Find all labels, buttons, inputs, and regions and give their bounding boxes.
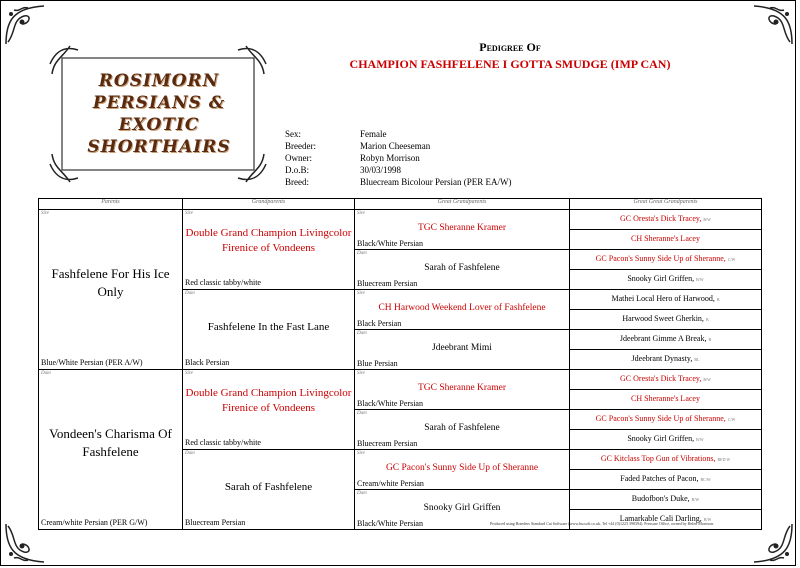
col-header-great-grandparents: Great Grandparents bbox=[355, 199, 570, 210]
ggg-cell: CH Sheranne's Lacey bbox=[570, 230, 762, 250]
grandparent-breed: Red classic tabby/white bbox=[185, 438, 261, 447]
info-row-breeder: Breeder: Marion Cheeseman bbox=[285, 141, 431, 151]
great-grandparent-breed: Bluecream Persian bbox=[357, 439, 418, 448]
ggg-cell: GC Oresta's Dick Tracey, B/W bbox=[570, 370, 762, 390]
parent-breed: Blue/White Persian (PER A/W) bbox=[41, 358, 143, 367]
great-grandparent-name: Snooky Girl Griffen bbox=[423, 503, 501, 513]
logo-line: PERSIANS & bbox=[92, 93, 226, 113]
ggg-cell: Harwood Sweet Gherkin, B bbox=[570, 310, 762, 330]
ggg-cell: CH Sheranne's Lacey bbox=[570, 390, 762, 410]
parent-sire-cell: Sire Fashfelene For His Ice Only Blue/White Persian (PER A/W) bbox=[39, 210, 183, 370]
great-grandparent-breed: Blue Persian bbox=[357, 359, 398, 368]
grandparent-breed: Red classic tabby/white bbox=[185, 278, 261, 287]
great-grandparent-cell: Dam Jdeebrant Mimi Blue Persian bbox=[355, 330, 570, 370]
great-grandparent-breed: Black/White Persian bbox=[357, 399, 423, 408]
software-credit: Produced using Breeders Standard Cat Software (www.bscsoft.co.uk, Tel +44 (0)1223 398394). Pressure Office, owned by Helen Morrison. bbox=[490, 521, 715, 526]
col-header-parents: Parents bbox=[39, 199, 183, 210]
ggg-cell: Snooky Girl Griffen, B/W bbox=[570, 270, 762, 290]
ggg-cell: Snooky Girl Griffen, B/W bbox=[570, 430, 762, 450]
corner-ornament-icon bbox=[750, 2, 796, 48]
info-row-owner: Owner: Robyn Morrison bbox=[285, 153, 420, 163]
grandparent-name: Double Grand Champion Livingcolor Firenice of Vondeens bbox=[185, 227, 352, 254]
grandparent-breed: Black Persian bbox=[185, 358, 230, 367]
ggg-cell: Jdeebrant Gimme A Break, B bbox=[570, 330, 762, 350]
parent-name: Fashfelene For His Ice Only bbox=[51, 266, 170, 299]
cat-name: CHAMPION FASHFELENE I GOTTA SMUDGE (IMP CAN) bbox=[349, 57, 671, 71]
pedigree-header bbox=[300, 40, 720, 72]
great-grandparent-cell: Dam Snooky Girl Griffen Black/White Persian bbox=[355, 490, 570, 530]
grandparent-cell: Sire Double Grand Champion Livingcolor Firenice of Vondeens Red classic tabby/white bbox=[183, 210, 355, 290]
logo-line: SHORTHAIRS bbox=[87, 137, 231, 157]
info-row-dob: D.o.B: 30/03/1998 bbox=[285, 165, 402, 175]
great-grandparent-name: GC Pacon's Sunny Side Up of Sheranne bbox=[385, 463, 539, 473]
corner-ornament-icon bbox=[2, 2, 48, 48]
col-header-grandparents: Grandparents bbox=[183, 199, 355, 210]
parent-name: Vondeen's Charisma Of Fashfelene bbox=[49, 426, 172, 459]
ggg-cell: GC Pacon's Sunny Side Up of Sheranne, C/W bbox=[570, 410, 762, 430]
great-grandparent-name: CH Harwood Weekend Lover of Fashfelene bbox=[378, 303, 546, 313]
col-header-great-great-grandparents: Great Great Grandparents bbox=[570, 199, 762, 210]
great-grandparent-cell: Sire TGC Sheranne Kramer Black/White Persian bbox=[355, 370, 570, 410]
logo-line: ROSIMORN bbox=[98, 71, 220, 91]
ggg-cell: Budofbon's Duke, B/W bbox=[570, 490, 762, 510]
ggg-cell: Faded Patches of Pacon, BC/W bbox=[570, 470, 762, 490]
logo-text bbox=[74, 70, 244, 158]
great-grandparent-name: TGC Sheranne Kramer bbox=[417, 223, 507, 233]
parent-dam-cell: Dam Vondeen's Charisma Of Fashfelene Cream/white Persian (PER G/W) bbox=[39, 370, 183, 530]
info-row-sex: Sex: Female bbox=[285, 129, 387, 139]
great-grandparent-breed: Black/White Persian bbox=[357, 239, 423, 248]
great-grandparent-cell: Dam Sarah of Fashfelene Bluecream Persian bbox=[355, 410, 570, 450]
great-grandparent-name: TGC Sheranne Kramer bbox=[417, 383, 507, 393]
pedigree-table bbox=[38, 198, 762, 530]
great-grandparent-cell: Dam Sarah of Fashfelene Bluecream Persian bbox=[355, 250, 570, 290]
great-grandparent-cell: Sire GC Pacon's Sunny Side Up of Sheranne Cream/white Persian bbox=[355, 450, 570, 490]
ggg-cell: GC Oresta's Dick Tracey, B/W bbox=[570, 210, 762, 230]
ggg-cell: Mathei Local Hero of Harwood, B bbox=[570, 290, 762, 310]
grandparent-breed: Bluecream Persian bbox=[185, 518, 246, 527]
great-grandparent-breed: Black Persian bbox=[357, 319, 402, 328]
great-grandparent-name: Sarah of Fashfelene bbox=[424, 263, 500, 273]
cat-info bbox=[285, 128, 511, 188]
info-row-breed: Breed: Bluecream Bicolour Persian (PER EA/W) bbox=[285, 177, 512, 187]
great-grandparent-cell: Sire CH Harwood Weekend Lover of Fashfelene Black Persian bbox=[355, 290, 570, 330]
grandparent-cell: Dam Fashfelene In the Fast Lane Black Persian bbox=[183, 290, 355, 370]
ggg-cell: Jdeebrant Dynasty, BL bbox=[570, 350, 762, 370]
ggg-cell: Lamarkable Cali Darling, B/W bbox=[570, 510, 762, 530]
great-grandparent-cell: Sire TGC Sheranne Kramer Black/White Persian bbox=[355, 210, 570, 250]
grandparent-name: Sarah of Fashfelene bbox=[224, 481, 313, 493]
great-grandparent-breed: Bluecream Persian bbox=[357, 279, 418, 288]
parent-breed: Cream/white Persian (PER G/W) bbox=[41, 518, 148, 527]
pedigree-title: Pedigree Of bbox=[479, 40, 541, 54]
grandparent-name: Double Grand Champion Livingcolor Firenice of Vondeens bbox=[185, 387, 352, 414]
cattery-logo bbox=[48, 44, 268, 184]
great-grandparent-breed: Black/White Persian bbox=[357, 519, 423, 528]
logo-line: EXOTIC bbox=[118, 115, 200, 135]
ggg-cell: GC Pacon's Sunny Side Up of Sheranne, C/W bbox=[570, 250, 762, 270]
ggg-cell: GC Kitclass Top Gun of Vibrations, RED W bbox=[570, 450, 762, 470]
grandparent-name: Fashfelene In the Fast Lane bbox=[207, 321, 330, 333]
grandparent-cell: Dam Sarah of Fashfelene Bluecream Persian bbox=[183, 450, 355, 530]
great-grandparent-name: Jdeebrant Mimi bbox=[432, 343, 492, 353]
great-grandparent-breed: Cream/white Persian bbox=[357, 479, 424, 488]
grandparent-cell: Sire Double Grand Champion Livingcolor Firenice of Vondeens Red classic tabby/white bbox=[183, 370, 355, 450]
great-grandparent-name: Sarah of Fashfelene bbox=[424, 423, 500, 433]
